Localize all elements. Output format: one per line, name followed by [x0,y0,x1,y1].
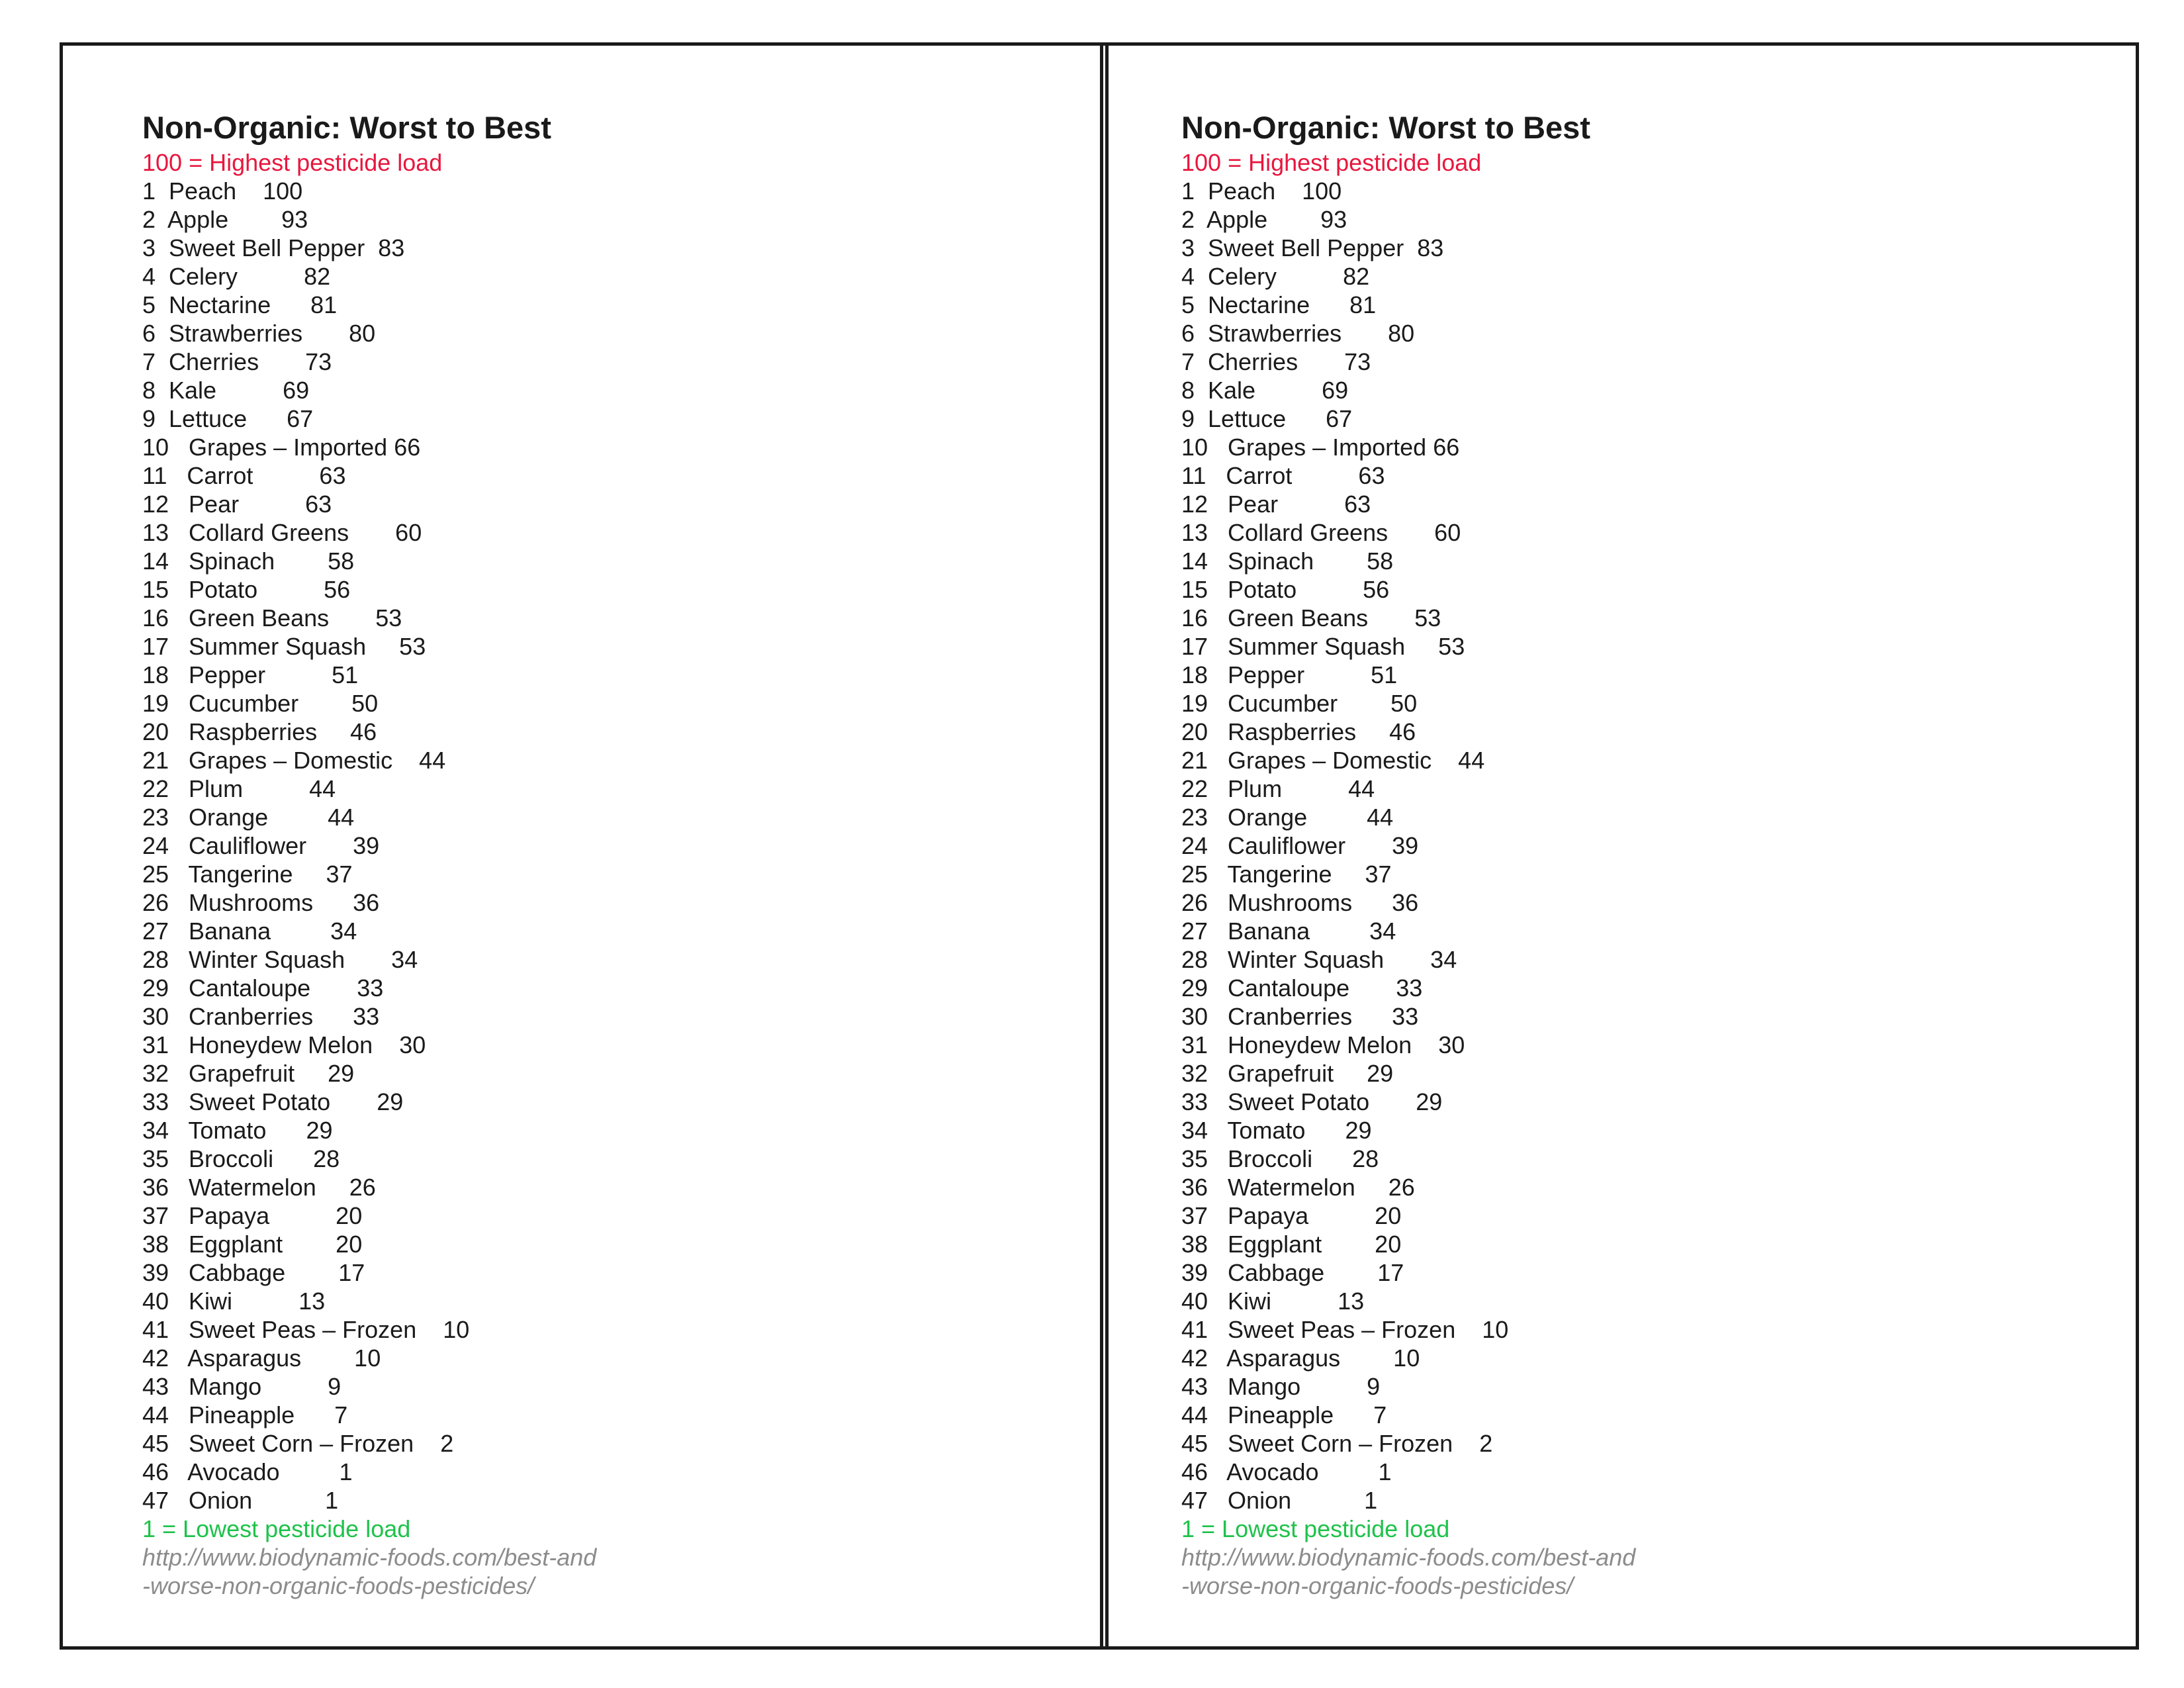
list-item: 23 Orange 44 [142,804,355,831]
list-item: 19 Cucumber 50 [1181,690,1418,717]
list-item: 1 Peach 100 [1181,177,1342,205]
list-item: 23 Orange 44 [1181,804,1394,831]
list-item: 22 Plum 44 [142,775,336,802]
list-item: 26 Mushrooms 36 [142,889,380,916]
list-item: 6 Strawberries 80 [142,320,376,347]
list-item: 31 Honeydew Melon 30 [142,1031,426,1058]
list-item: 10 Grapes – Imported 66 [1181,434,1460,461]
list-item: 46 Avocado 1 [1181,1458,1392,1485]
list-item: 45 Sweet Corn – Frozen 2 [1181,1430,1493,1457]
list-item: 2 Apple 93 [1181,206,1347,233]
list-item: 16 Green Beans 53 [142,604,402,632]
page-title: Non-Organic: Worst to Best [142,110,551,145]
list-item: 11 Carrot 63 [142,462,346,489]
list-item: 26 Mushrooms 36 [1181,889,1419,916]
list-item: 29 Cantaloupe 33 [142,974,384,1002]
list-item: 41 Sweet Peas – Frozen 10 [1181,1316,1509,1343]
list-item: 2 Apple 93 [142,206,308,233]
list-item: 34 Tomato 29 [1181,1117,1372,1144]
list-item: 33 Sweet Potato 29 [1181,1088,1443,1115]
list-item: 5 Nectarine 81 [1181,291,1377,318]
list-item: 24 Cauliflower 39 [1181,832,1419,859]
list-item: 5 Nectarine 81 [142,291,338,318]
list-item: 13 Collard Greens 60 [142,519,422,546]
list-item: 14 Spinach 58 [142,547,355,575]
list-item: 11 Carrot 63 [1181,462,1385,489]
list-item: 8 Kale 69 [142,377,310,404]
list-item: 14 Spinach 58 [1181,547,1394,575]
list-item: 6 Strawberries 80 [1181,320,1415,347]
list-item: 3 Sweet Bell Pepper 83 [1181,234,1444,261]
list-item: 21 Grapes – Domestic 44 [1181,747,1485,774]
list-item: 42 Asparagus 10 [142,1344,381,1372]
list-item: 9 Lettuce 67 [142,405,314,432]
list-item: 30 Cranberries 33 [142,1003,380,1030]
list-item: 4 Celery 82 [1181,263,1370,290]
list-item: 37 Papaya 20 [1181,1202,1402,1229]
list-item: 1 Peach 100 [142,177,303,205]
list-item: 39 Cabbage 17 [142,1259,365,1286]
list-item: 18 Pepper 51 [1181,661,1398,688]
list-item: 39 Cabbage 17 [1181,1259,1404,1286]
list-item: 3 Sweet Bell Pepper 83 [142,234,405,261]
list-item: 44 Pineapple 7 [1181,1401,1387,1429]
list-item: 15 Potato 56 [142,576,351,603]
list-item: 43 Mango 9 [1181,1373,1381,1400]
list-item: 32 Grapefruit 29 [1181,1060,1394,1087]
list-item: 36 Watermelon 26 [142,1174,376,1201]
legend-high: 100 = Highest pesticide load [142,149,443,176]
list-item: 10 Grapes – Imported 66 [142,434,421,461]
list-item: 46 Avocado 1 [142,1458,353,1485]
list-item: 7 Cherries 73 [1181,348,1371,375]
legend-low: 1 = Lowest pesticide load [1181,1515,1450,1542]
list-item: 47 Onion 1 [142,1487,339,1514]
left-column [142,109,1069,1600]
list-item: 32 Grapefruit 29 [142,1060,355,1087]
list-item: 27 Banana 34 [142,917,357,945]
list-item: 29 Cantaloupe 33 [1181,974,1423,1002]
list-item: 24 Cauliflower 39 [142,832,380,859]
list-item: 33 Sweet Potato 29 [142,1088,404,1115]
list-item: 20 Raspberries 46 [142,718,377,745]
list-item: 4 Celery 82 [142,263,331,290]
list-item: 42 Asparagus 10 [1181,1344,1420,1372]
list-item: 44 Pineapple 7 [142,1401,348,1429]
list-item: 20 Raspberries 46 [1181,718,1416,745]
ranking-list [1181,177,2108,1515]
list-item: 18 Pepper 51 [142,661,359,688]
list-item: 35 Broccoli 28 [1181,1145,1379,1172]
list-item: 28 Winter Squash 34 [1181,946,1457,973]
list-item: 7 Cherries 73 [142,348,332,375]
list-item: 8 Kale 69 [1181,377,1349,404]
page-frame [60,42,2139,1650]
list-item: 9 Lettuce 67 [1181,405,1353,432]
center-divider [1100,46,1109,1646]
source-url: http://www.biodynamic-foods.com/best-and-worse-non-organic-foods-pesticides/ [1181,1544,1636,1599]
list-item: 43 Mango 9 [142,1373,341,1400]
list-item: 17 Summer Squash 53 [142,633,426,660]
list-item: 25 Tangerine 37 [142,861,353,888]
page-title: Non-Organic: Worst to Best [1181,110,1590,145]
legend-low: 1 = Lowest pesticide load [142,1515,411,1542]
source-url: http://www.biodynamic-foods.com/best-and-worse-non-organic-foods-pesticides/ [142,1544,597,1599]
list-item: 41 Sweet Peas – Frozen 10 [142,1316,470,1343]
list-item: 12 Pear 63 [1181,491,1371,518]
ranking-list [142,177,1069,1515]
list-item: 30 Cranberries 33 [1181,1003,1419,1030]
list-item: 31 Honeydew Melon 30 [1181,1031,1465,1058]
list-item: 40 Kiwi 13 [1181,1288,1365,1315]
list-item: 40 Kiwi 13 [142,1288,326,1315]
list-item: 28 Winter Squash 34 [142,946,418,973]
list-item: 36 Watermelon 26 [1181,1174,1415,1201]
list-item: 37 Papaya 20 [142,1202,363,1229]
list-item: 16 Green Beans 53 [1181,604,1441,632]
list-item: 38 Eggplant 20 [142,1231,363,1258]
list-item: 25 Tangerine 37 [1181,861,1392,888]
list-item: 22 Plum 44 [1181,775,1375,802]
list-item: 47 Onion 1 [1181,1487,1378,1514]
list-item: 27 Banana 34 [1181,917,1396,945]
list-item: 13 Collard Greens 60 [1181,519,1461,546]
legend-high: 100 = Highest pesticide load [1181,149,1482,176]
right-column [1181,109,2108,1600]
list-item: 17 Summer Squash 53 [1181,633,1465,660]
list-item: 34 Tomato 29 [142,1117,333,1144]
list-item: 19 Cucumber 50 [142,690,379,717]
list-item: 45 Sweet Corn – Frozen 2 [142,1430,454,1457]
list-item: 12 Pear 63 [142,491,332,518]
list-item: 15 Potato 56 [1181,576,1390,603]
list-item: 35 Broccoli 28 [142,1145,340,1172]
list-item: 38 Eggplant 20 [1181,1231,1402,1258]
list-item: 21 Grapes – Domestic 44 [142,747,446,774]
